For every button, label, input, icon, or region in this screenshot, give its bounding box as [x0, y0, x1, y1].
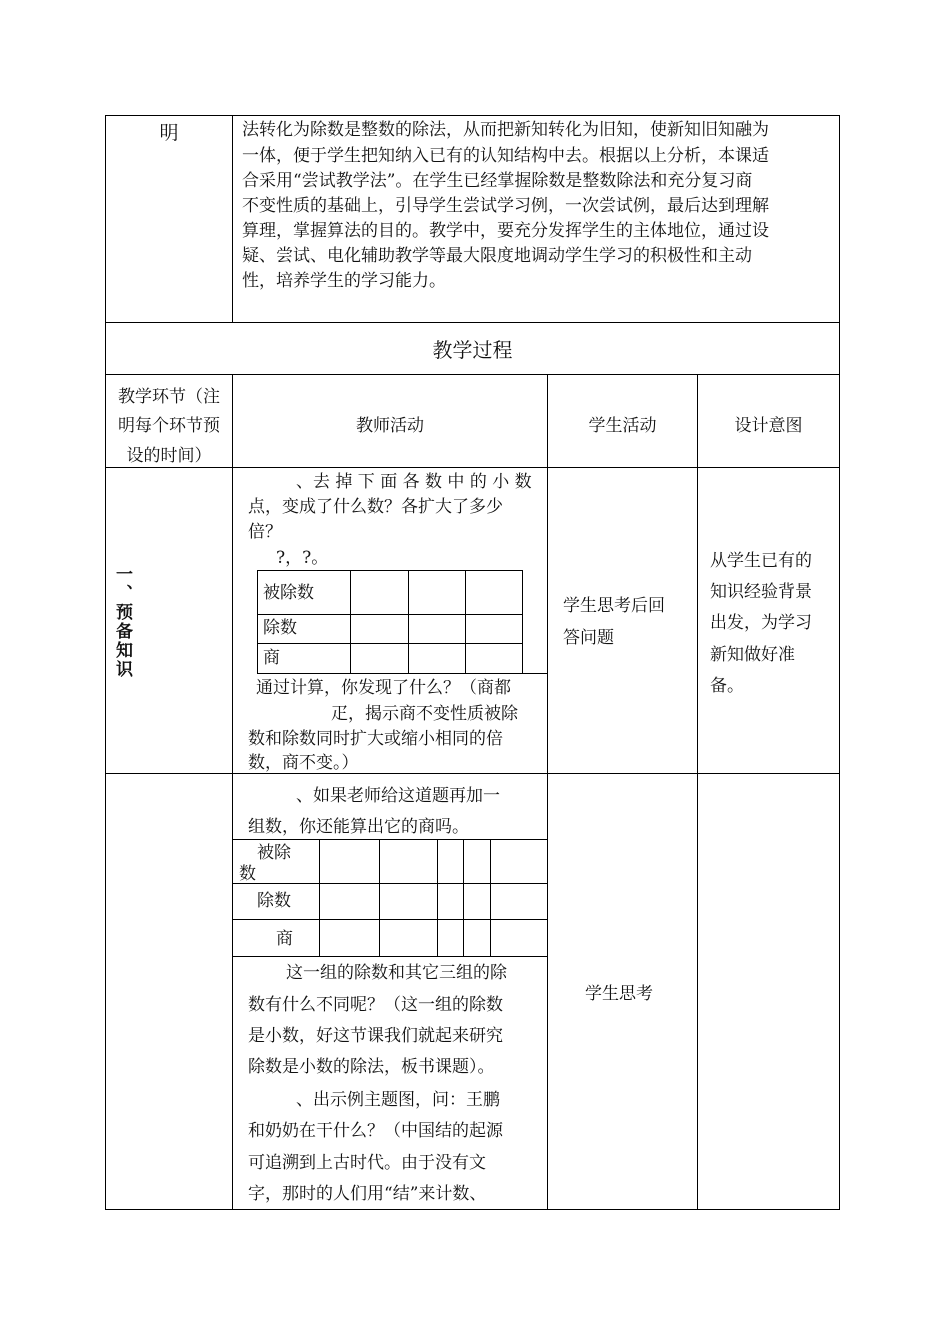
teacher-after-2: 这一组的除数和其它三组的除	[286, 963, 507, 983]
intent-1: 出发，为学习	[710, 613, 812, 633]
teacher-intro-line: 倍？	[248, 522, 282, 542]
process-title: 教学过程	[432, 338, 513, 362]
header-teacher: 教师活动	[356, 416, 424, 436]
paragraph-line: 算理，掌握算法的目的。教学中，要充分发挥学生的主体地位，通过设	[242, 221, 769, 241]
paragraph-line: 不变性质的基础上，引导学生尝试学习例，一次尝试例，最后达到理解	[242, 196, 769, 216]
teacher-after-2: 和奶奶在干什么？（中国结的起源	[248, 1121, 503, 1141]
teacher-intro-line: ?，?。	[276, 548, 329, 568]
header-intent: 设计意图	[734, 416, 803, 436]
teacher-intro-2: 、如果老师给这道题再加一	[296, 786, 500, 806]
table-top-border	[105, 115, 840, 116]
intent-1: 备。	[710, 676, 744, 696]
teacher-after-line: 数和除数同时扩大或缩小相同的倍	[248, 729, 503, 749]
intent-1: 知识经验背景	[710, 582, 812, 602]
teacher-after-line: 通过计算，你发现了什么？（商都	[256, 678, 511, 698]
teacher-after-2: 除数是小数的除法，板书课题）。	[248, 1057, 495, 1077]
inner-table-label: 商	[263, 648, 280, 668]
teacher-after-2: 数有什么不同呢？（这一组的除数	[248, 995, 503, 1015]
paragraph-line: 合采用“尝试教学法”。在学生已经掌握除数是整数除法和充分复习商	[242, 171, 753, 191]
table-row-divider	[105, 467, 840, 468]
header-stage-line: 设的时间）	[126, 446, 212, 466]
teacher-after-2: 字，那时的人们用“结”来计数、	[248, 1184, 487, 1204]
table-row-divider	[105, 374, 840, 375]
paragraph-line: 性，培养学生的学习能力。	[242, 271, 446, 291]
student-activity-1: 答问题	[563, 628, 614, 648]
teacher-after-2: 是小数，好这节课我们就起来研究	[248, 1026, 503, 1046]
teacher-intro-line: 、去 掉 下 面 各 数 中 的 小 数	[296, 472, 532, 492]
header-stage-line: 明每个环节预	[118, 416, 220, 436]
header-student: 学生活动	[588, 416, 657, 436]
student-activity-2: 学生思考	[585, 984, 653, 1004]
teacher-after-line: 疋，揭示商不变性质被除	[331, 704, 518, 724]
col-divider-student	[697, 374, 698, 1210]
teacher-after-2: 、出示例主题图，问：王鹏	[296, 1090, 500, 1110]
paragraph-line: 一体，便于学生把知纳入已有的认知结构中去。根据以上分析，本课适	[242, 146, 769, 166]
table-bottom-border	[105, 1209, 840, 1210]
stage-label-1: 一、预备知识	[112, 565, 132, 679]
paragraph-line: 疑、尝试、电化辅助教学等最大限度地调动学生学习的积极性和主动	[242, 246, 752, 266]
inner-table-label: 除数	[263, 618, 297, 638]
teacher-after-line: 数，商不变。）	[248, 753, 359, 773]
inner-table-label: 被除数	[263, 583, 314, 603]
col-divider-teacher	[547, 374, 548, 1210]
teacher-intro-2: 组数，你还能算出它的商吗。	[248, 817, 469, 837]
inner-table-label: 商	[276, 929, 293, 949]
table-right-border	[839, 115, 840, 1210]
col-divider-stage	[232, 374, 233, 1210]
teacher-after-2: 可追溯到上古时代。由于没有文	[248, 1153, 486, 1173]
inner-table-label: 数	[239, 864, 256, 884]
teacher-intro-line: 点，变成了什么数？各扩大了多少	[248, 497, 503, 517]
col-divider-top	[232, 115, 233, 322]
table-row-divider	[105, 773, 840, 774]
intent-1: 从学生已有的	[710, 551, 812, 571]
header-stage-line: 教学环节（注	[118, 387, 220, 407]
intent-1: 新知做好准	[710, 645, 795, 665]
table-row-divider	[105, 322, 840, 323]
student-activity-1: 学生思考后回	[563, 596, 665, 616]
paragraph-line: 法转化为除数是整数的除法，从而把新知转化为旧知，使新知旧知融为	[242, 120, 769, 140]
inner-table-label: 除数	[257, 891, 291, 911]
table-left-border	[105, 115, 106, 1210]
inner-table-label: 被除	[257, 843, 291, 863]
top-row-label: 明	[159, 122, 179, 144]
